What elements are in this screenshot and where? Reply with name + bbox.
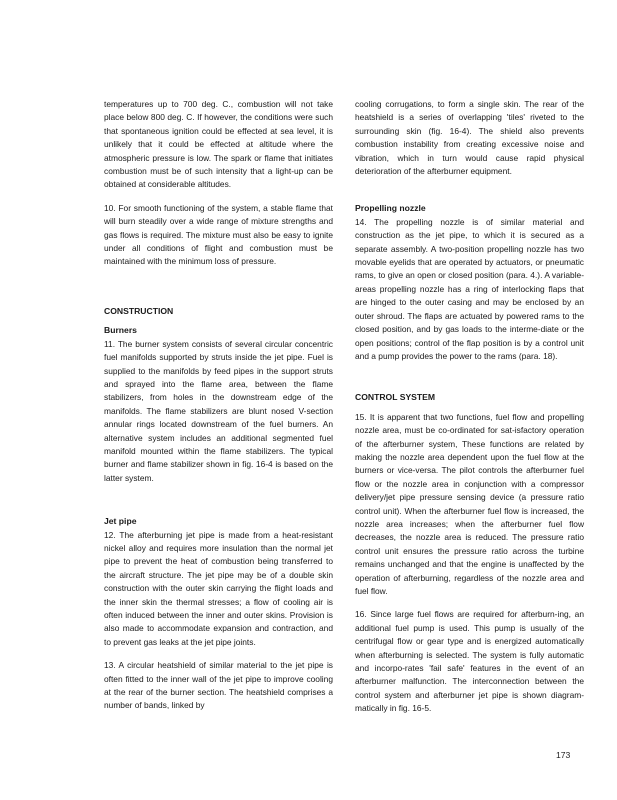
paragraph-13-continued: cooling corrugations, to form a single skin. The rear of the heatshield is a series of overlapping 'tiles' riveted to the surrounding skin (fig. 16-4). The shield also prevents combustion instability from creating excessive noise and vibration, which in turn would cause rapid physical deterioration of the afterburner equipment. (355, 99, 584, 177)
paragraph-14: 14. The propelling nozzle is of similar material and construction as the jet pipe, to which it is secured as a separate assembly. A two-position propelling nozzle has two movable eyelids that are operated by actuators, or pneumatic rams, to give an open or closed position (para. 4.). A variable-areas propelling nozzle has a ring of interlocking flaps that are hinged to the outer casing and may be enclosed by an outer shroud. The flaps are actuated by powered rams to the closed position, and by gas loads to the interme-diate or the open positions; control of the flap position is by a control unit and a pump provides the power to the rams (para. 18). (355, 216, 584, 361)
heading-propelling-nozzle: Propelling nozzle (355, 203, 426, 214)
page-number: 173 (556, 750, 571, 760)
paragraph-16: 16. Since large fuel flows are required for afterburn-ing, an additional fuel pump is used. This pump is usually of the centrifugal flow or gear type and is energized automatically when afterburning is selected. The system is fully automatic and incorpo-rates 'fail safe' features in the event of an afterburner malfunction. The interconnection between the control system and afterburner jet pipe is shown diagram-matically in fig. 16-5. (355, 609, 584, 714)
right-column (355, 98, 584, 716)
paragraph-12: 12. The afterburning jet pipe is made from a heat-resistant nickel alloy and requires more insulation than the normal jet pipe to prevent the heat of combustion being transferred to the aircraft structure. The jet pipe may be of a double skin construction with the outer skin carrying the flight loads and the inner skin the thermal stresses; a flow of cooling air is often induced between the inner and outer skins. Provision is also made to accommodate expansion and contraction, and to prevent gas leaks at the jet pipe joints. (104, 529, 333, 647)
paragraph-intro: temperatures up to 700 deg. C., combustion will not take place below 800 deg. C. If however, the conditions were such that spontaneous ignition could be effected at sea level, it is unlikely that it could be effected at altitude where the atmospheric pressure is low. The spark or flame that initiates combustion must be of such intensity that a light-up can be obtained at considerable altitudes. (104, 99, 333, 190)
paragraph-10: 10. For smooth functioning of the system, a stable flame that will burn steadily over a wide range of mixture strengths and gas flows is required. The mixture must also be easy to ignite under all conditions of flight and combustion must be maintained with the minimum loss of pressure. (104, 202, 333, 267)
paragraph-13: 13. A circular heatshield of similar material to the jet pipe is often fitted to the inner wall of the jet pipe to improve cooling at the rear of the burner section. The heatshield comprises a number of bands, linked by (104, 660, 333, 711)
paragraph-11: 11. The burner system consists of several circular concentric fuel manifolds supported by struts inside the jet pipe. Fuel is supplied to the manifolds by feed pipes in the support struts and sprayed into the flame area, between the flame stabilizers, from holes in the downstream edge of the manifolds. The flame stabilizers are blunt nosed V-section annular rings located downstream of the fuel burners. An alternative system includes an additional segmented fuel manifold mounted within the flame stabilizers. The typical burner and flame stabilizer shown in fig. 16-4 is based on the latter system. (104, 338, 333, 483)
heading-jet-pipe: Jet pipe (104, 516, 137, 527)
heading-control-system: CONTROL SYSTEM (355, 392, 436, 403)
paragraph-15: 15. It is apparent that two functions, fuel flow and propelling nozzle area, must be co-ordinated for sat-isfactory operation of the afterburner system, These functions are related by making the nozzle area dependent upon the fuel flow at the burners or vice-versa. The pilot controls the afterburner fuel flow or the nozzle area in conjunction with a compressor delivery/jet pipe pressure sensing device (a pressure ratio control unit). When the afterburner fuel flow is increased, the nozzle area increases; when the afterburner fuel flow decreases, the nozzle area is reduced. The pressure ratio control unit ensures the pressure ratio across the turbine remains unchanged and that the engine is unaffected by the operation of afterburning, regardless of the nozzle area and fuel flow. (355, 411, 584, 596)
left-column (104, 98, 333, 713)
heading-construction: CONSTRUCTION (104, 305, 174, 316)
heading-burners: Burners (104, 325, 137, 336)
